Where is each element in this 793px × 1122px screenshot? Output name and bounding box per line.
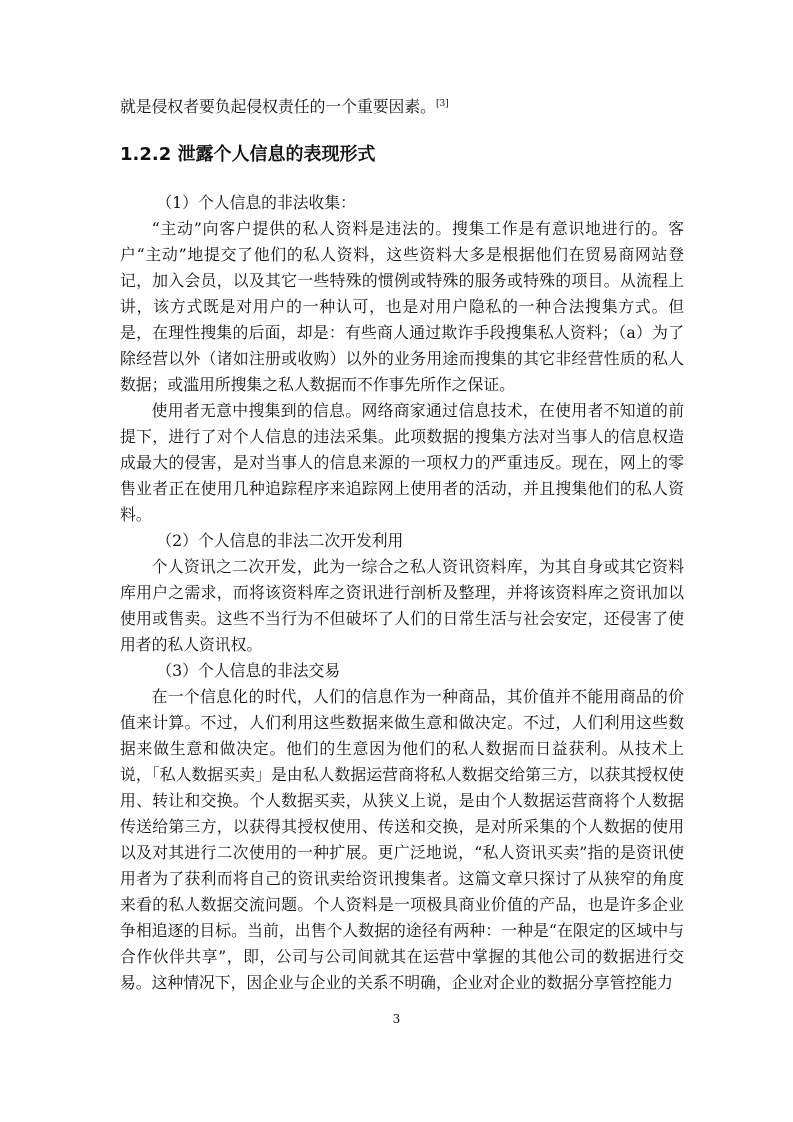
paragraph-passive-collection: 使用者无意中搜集到的信息。网络商家通过信息技术，在使用者不知道的前提下，进行了对个人信息的违法采集。此项数据的搜集方法对当事人的信息权造成最大的侵害，是对当事人的信息来源的一项权力的严重违反。现在，网上的零售业者正在使用几种追踪程序来追踪网上使用者的活动，并且搜集他们的私人资料。 xyxy=(120,401,684,524)
page-body xyxy=(120,94,684,996)
page-number: 3 xyxy=(392,1012,401,1026)
section-heading: 1.2.2 泄露个人信息的表现形式 xyxy=(120,144,376,165)
citation-marker: [3] xyxy=(435,99,449,109)
item-heading-secondary-use: （2）个人信息的非法二次开发利用 xyxy=(156,531,404,550)
intro-paragraph xyxy=(120,94,684,120)
paragraph-illegal-trade: 在一个信息化的时代，人们的信息作为一种商品，其价值并不能用商品的价值来计算。不过，人们利用这些数据来做生意和做决定。不过，人们利用这些数据来做生意和做决定。他们的生意因为他们的私人数据而日益获利。从技术上说，「私人数据买卖」是由私人数据运营商将私人数据交给第三方，以获其授权使用、转让和交换。个人数据买卖，从狭义上说，是由个人数据运营商将个人数据传送给第三方，以获得其授权使用、传送和交换，是对所采集的个人数据的使用以及对其进行二次使用的一种扩展。更广泛地说，“私人资讯买卖”指的是资讯使用者为了获利而将自己的资讯卖给资讯搜集者。这篇文章只探讨了从狭窄的角度来看的私人数据交流问题。个人资料是一项极具商业价值的产品，也是许多企业争相追逐的目标。当前，出售个人数据的途径有两种：一种是“在限定的区域中与合作伙伴共享”，即，公司与公司间就其在运营中掌握的其他公司的数据进行交易。这种情况下，因企业与企业的关系不明确，企业对企业的数据分享管控能力 xyxy=(120,687,684,992)
paragraph-secondary-use: 个人资讯之二次开发，此为一综合之私人资讯资料库，为其自身或其它资料库用户之需求，而将该资料库之资讯进行剖析及整理，并将该资料库之资讯加以使用或售卖。这些不当行为不但破坏了人们的日常生活与社会安定，还侵害了使用者的私人资讯权。 xyxy=(120,557,684,654)
paragraph-active-collection: “主动”向客户提供的私人资料是违法的。搜集工作是有意识地进行的。客户“主动”地提交了他们的私人资料，这些资料大多是根据他们在贸易商网站登记，加入会员，以及其它一些特殊的惯例或特殊的服务或特殊的项目。从流程上讲，该方式既是对用户的一种认可，也是对用户隐私的一种合法搜集方式。但是，在理性搜集的后面，却是：有些商人通过欺诈手段搜集私人资料；（a）为了除经营以外（诸如注册或收购）以外的业务用途而搜集的其它非经营性质的私人数据；或滥用所搜集之私人数据而不作事先所作之保证。 xyxy=(120,219,684,394)
item-heading-illegal-trade: （3）个人信息的非法交易 xyxy=(156,661,341,680)
intro-text: 就是侵权者要负起侵权责任的一个重要因素。 xyxy=(120,97,436,116)
item-heading-illegal-collection: （1）个人信息的非法收集： xyxy=(156,193,356,212)
